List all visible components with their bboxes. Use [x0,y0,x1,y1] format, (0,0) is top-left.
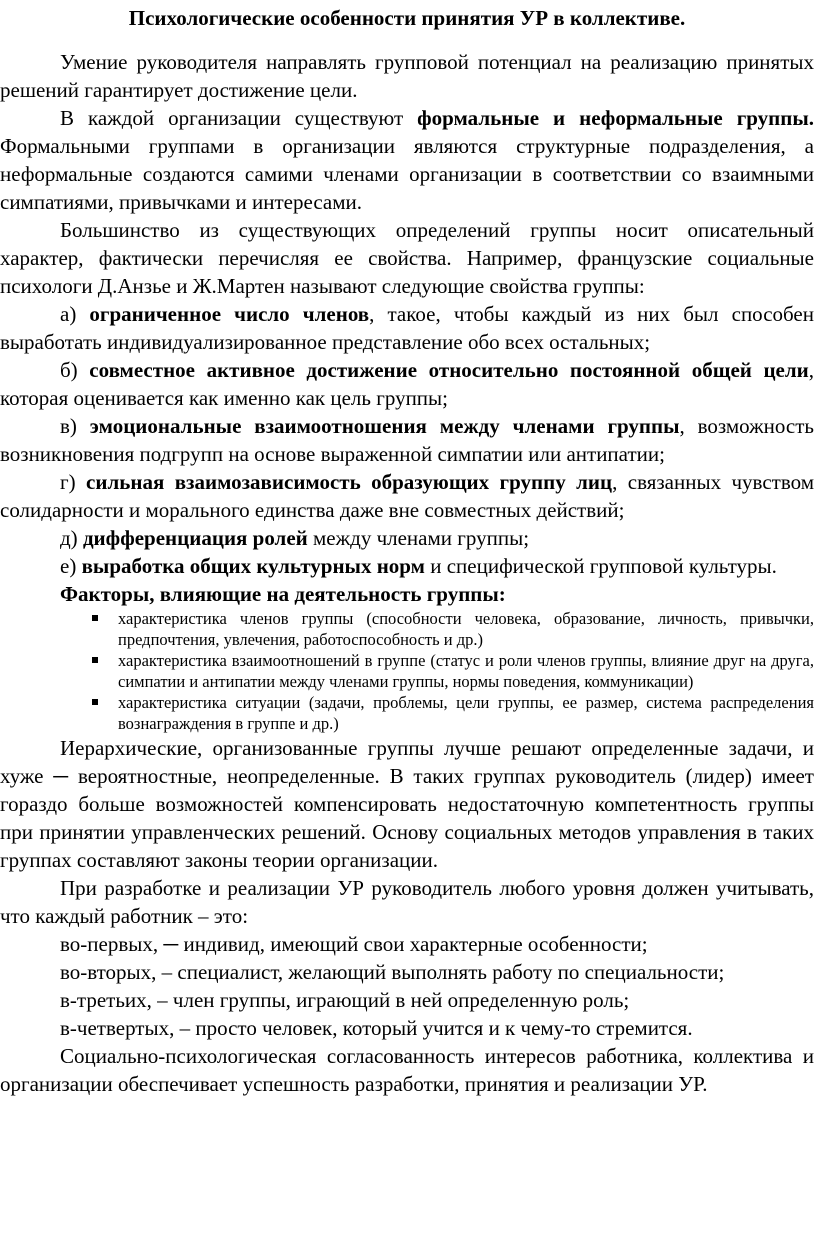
property-rest: , возможность возникновения подгрупп на основе выраженной симпатии или антипатии; [0,414,814,466]
property-rest: , связанных чувством солидарности и морального единства даже вне совместных действий; [0,470,814,522]
worker-item: в-третьих, – член группы, играющий в ней определенную роль; [60,988,630,1012]
property-item [0,412,814,468]
conclusion-paragraph: Социально-психологическая согласованность интересов работника, коллектива и организации обеспечивает успешность разработки, принятия и реализации УР. [0,1044,814,1096]
property-item [0,356,814,412]
factors-list [0,608,814,734]
property-prefix: а) [60,302,90,326]
property-bold: совместное активное достижение относительно постоянной общей цели [89,358,809,382]
property-item [0,300,814,356]
factors-heading: Факторы, влияющие на деятельность группы: [60,582,506,606]
property-item [0,524,814,552]
factor-item: характеристика ситуации (задачи, проблемы, цели группы, ее размер, система распределения вознаграждения в группе и др.) [118,693,814,733]
property-bold: выработка общих культурных норм [81,554,425,578]
property-item [0,468,814,524]
property-bold: эмоциональные взаимоотношения между членами группы [89,414,680,438]
property-prefix: г) [60,470,87,494]
worker-item: во-первых, ─ индивид, имеющий свои характерные особенности; [60,932,648,956]
hierarchy-paragraph: Иерархические, организованные группы лучше решают определенные задачи, и хуже ─ вероятностные, неопределенные. В таких группах руководитель (лидер) имеет гораздо больше возможностей компенсировать недостаточную компетентность группы при принятии управленческих решений. Основу социальных методов управления в таких группах составляют законы теории организации. [0,736,814,872]
worker-item: в-четвертых, – просто человек, который учится и к чему-то стремится. [60,1016,693,1040]
property-prefix: д) [60,526,83,550]
factor-item: характеристика взаимоотношений в группе (статус и роли членов группы, влияние друг на друга, симпатии и антипатии между членами группы, нормы поведения, коммуникации) [118,651,814,691]
groups-text-after: Формальными группами в организации являются структурные подразделения, а неформальные создаются самими членами организации в соответствии со взаимными симпатиями, привычками и интересами. [0,134,814,214]
property-bold: дифференциация ролей [82,526,308,550]
worker-item: во-вторых, – специалист, желающий выполнять работу по специальности; [60,960,725,984]
property-rest: между членами группы; [307,526,530,550]
intro-paragraph: Умение руководителя направлять групповой потенциал на реализацию принятых решений гарантирует достижение цели. [0,50,814,102]
property-prefix: е) [60,554,82,578]
groups-text-bold: формальные и неформальные группы. [417,106,814,130]
property-bold: сильная взаимозависимость образующих группу лиц [86,470,613,494]
document-title: Психологические особенности принятия УР в коллективе. [128,6,686,30]
property-prefix: в) [60,414,90,438]
worker-intro-paragraph: При разработке и реализации УР руководитель любого уровня должен учитывать, что каждый работник – это: [0,876,814,928]
property-bold: ограниченное число членов [89,302,370,326]
property-rest: и специфической групповой культуры. [424,554,777,578]
groups-text-before: В каждой организации существуют [60,106,418,130]
document-page [0,4,816,1246]
property-prefix: б) [60,358,90,382]
property-rest: , такое, чтобы каждый из них был способен выработать индивидуализированное представление обо всех остальных; [0,302,814,354]
groups-paragraph [0,104,814,216]
property-item [0,552,814,580]
factor-item: характеристика членов группы (способности человека, образование, личность, привычки, предпочтения, увлечения, работоспособность и др.) [118,609,814,649]
definition-paragraph: Большинство из существующих определений группы носит описательный характер, фактически перечисляя ее свойства. Например, французские социальные психологи Д.Анзье и Ж.Мартен называют следующие свойства группы: [0,218,814,298]
property-rest: , которая оценивается как именно как цель группы; [0,358,814,410]
